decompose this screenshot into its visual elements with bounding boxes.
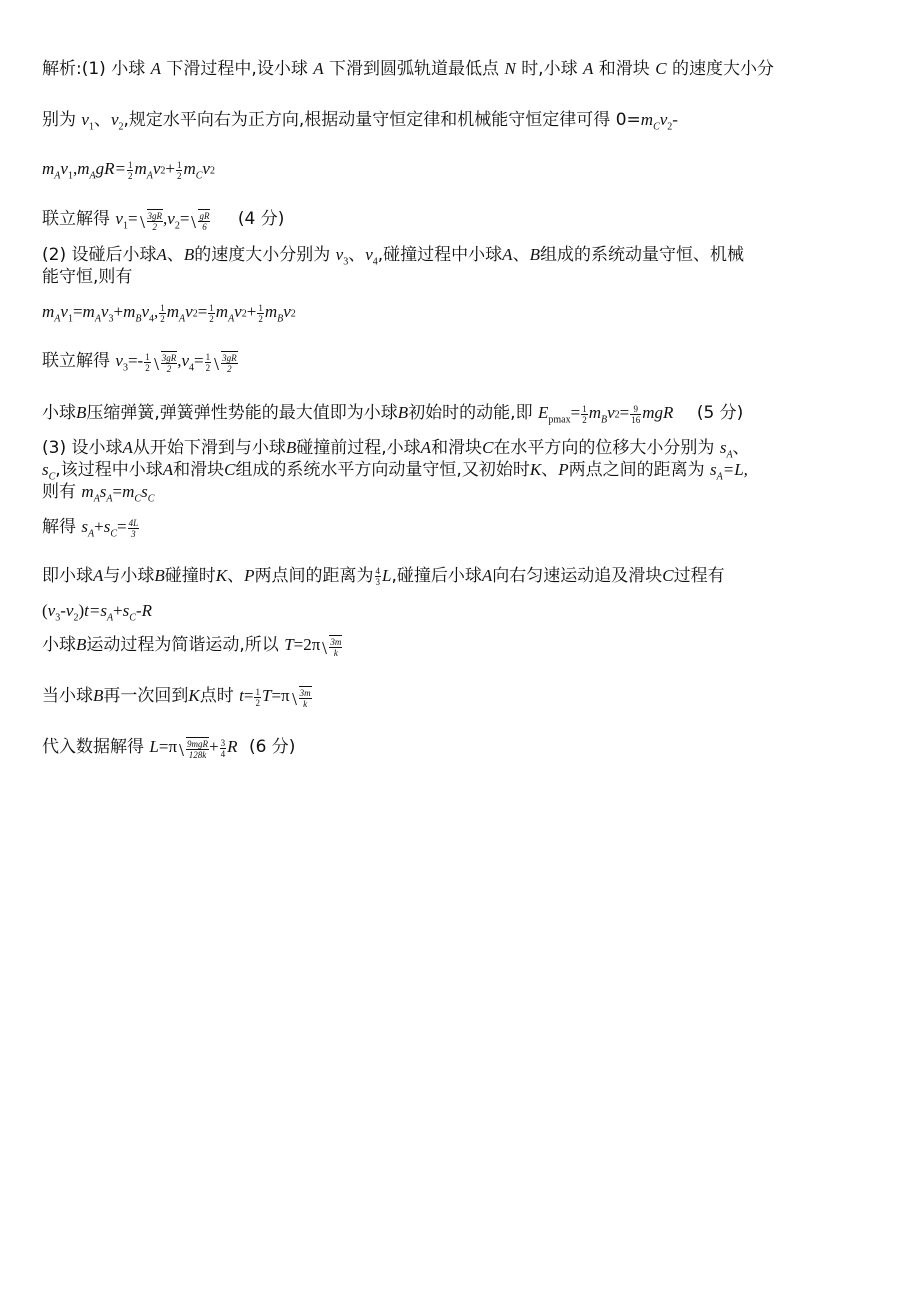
text: 下滑到圆弧轨道最低点: [329, 59, 500, 79]
sqrt: $\frac{3gR}{2}$: [138, 208, 164, 232]
math: v: [110, 110, 119, 129]
text: 能守恒,则有: [42, 267, 133, 287]
sqrt: $\frac{3m}{k}$: [290, 685, 312, 709]
line-15: $(v_3-v_2)t=s_A+s_C-R$: [42, 601, 152, 624]
var-N: N: [504, 59, 516, 78]
line-16: 小球B运动过程为简谐运动,所以 T=2π $\frac{3m}{k}$: [42, 635, 342, 658]
line-3: $m_Av_1,m_AgR=$ $\frac{1}{2}$ $m_Av_{^2}+$ $\frac{1}{2}$ $m_Cv_{^2}$: [42, 159, 215, 182]
fraction-half: $\frac{1}{2}$: [176, 159, 182, 181]
math: C: [195, 170, 203, 182]
text: 联立解得: [42, 209, 110, 229]
fraction-half: $\frac{1}{2}$: [127, 159, 133, 181]
sqrt: $\frac{gR}{6}$: [189, 208, 210, 232]
text: 时,小球: [521, 59, 578, 79]
line-10: (3) 设小球A从开始下滑到与小球B碰撞前过程,小球A和滑块C在水平方向的位移大小分别为 $s_A$、: [42, 438, 750, 461]
math: m: [77, 159, 90, 178]
line-12: 则有 $m_As_A=m_Cs_C$: [42, 482, 155, 505]
var-A: A: [583, 59, 594, 78]
line-4: 联立解得 $v_1=$ $\frac{3gR}{2}$ $,v_2=$ $\frac{gR}{6}$ (4 分): [42, 209, 285, 232]
var-A: A: [313, 59, 324, 78]
score-label: (4 分): [237, 209, 285, 229]
math: A: [54, 170, 61, 182]
math: v: [60, 159, 68, 178]
text: 的速度大小分: [671, 59, 774, 79]
line-8: 联立解得 $v_3=-$ $\frac{1}{2}$ $\frac{3gR}{2}$ $,v_4=$ $\frac{1}{2}$ $\frac{3gR}{2}$: [42, 351, 237, 374]
line-18: 代入数据解得 L=π 9mgR 128k + $\frac{3}{4}$ R (6 分): [42, 737, 296, 760]
math: ,: [72, 159, 78, 178]
math: m: [640, 110, 654, 129]
math: +: [165, 159, 175, 178]
math: 1: [67, 170, 73, 182]
text: 别为: [42, 110, 76, 130]
var-C: C: [655, 59, 667, 78]
math: v: [152, 159, 161, 178]
math: m: [134, 159, 147, 178]
score-label: (6 分): [248, 737, 296, 757]
math: v: [659, 110, 668, 129]
text: 、: [93, 110, 111, 130]
text: ,规定水平向右为正方向,根据动量守恒定律和机械能守恒定律可得 0=: [123, 110, 641, 130]
var-A: A: [150, 59, 162, 78]
line-17: 当小球B再一次回到K点时 t= $\frac{1}{2}$ T=π $\frac{3m}{k}$: [42, 686, 311, 709]
line-5: (2) 设碰后小球A、B的速度大小分别为 $v_3$、$v_4$,碰撞过程中小球A、B组成的系统动量守恒、机械: [42, 245, 744, 268]
math: A: [89, 170, 96, 182]
line-1: [42, 58, 774, 80]
math: m: [42, 159, 55, 178]
line-2: [42, 109, 678, 131]
line-9: 小球B压缩弹簧,弹簧弹性势能的最大值即为小球B初始时的动能,即 $E_{pmax}=$ $\frac{1}{2}$ $m_Bv_{^2}=$ $\frac{9}{16}$ mgR (5 分): [42, 403, 744, 426]
math: 2: [118, 121, 124, 133]
sqrt: $\frac{3gR}{2}$: [212, 350, 238, 374]
math: v: [202, 159, 210, 178]
math: 1: [88, 121, 94, 133]
math: -: [672, 110, 678, 129]
math: gR=: [95, 159, 126, 178]
text: 下滑过程中,设小球: [166, 59, 308, 79]
line-11: $s_C$,该过程中小球A和滑块C组成的系统水平方向动量守恒,又初始时K、P两点之间的距离为 $s_A=L$,: [42, 460, 748, 483]
math: v: [81, 110, 89, 129]
line-13: 解得 $s_A+s_C=$ $\frac{4L}{3}$: [42, 517, 139, 540]
sqrt: $\frac{3gR}{2}$: [152, 350, 178, 374]
score-label: (5 分): [696, 403, 744, 423]
line-7: $m_Av_1=m_Av_3+m_Bv_4$, $\frac{1}{2}$ $m_Av_{^2}=$ $\frac{1}{2}$ $m_Av_{^2}+$ $\frac{1}{2}$ $m_Bv_{^2}$: [42, 302, 296, 325]
math: m: [183, 159, 196, 178]
line-6: [42, 266, 132, 288]
math: C: [653, 121, 660, 133]
text: 解析:(1) 小球: [42, 59, 146, 79]
line-14: 即小球A与小球B碰撞时K、P两点间的距离为 $\frac{4}{3}$ L,碰撞后小球A向右匀速运动追及滑块C过程有: [42, 565, 725, 587]
math: A: [146, 170, 153, 182]
sqrt: $\frac{3m}{k}$: [320, 634, 342, 658]
math: 2: [667, 121, 673, 133]
sqrt: 9mgR 128k: [177, 736, 209, 760]
text: 和滑块: [598, 59, 650, 79]
